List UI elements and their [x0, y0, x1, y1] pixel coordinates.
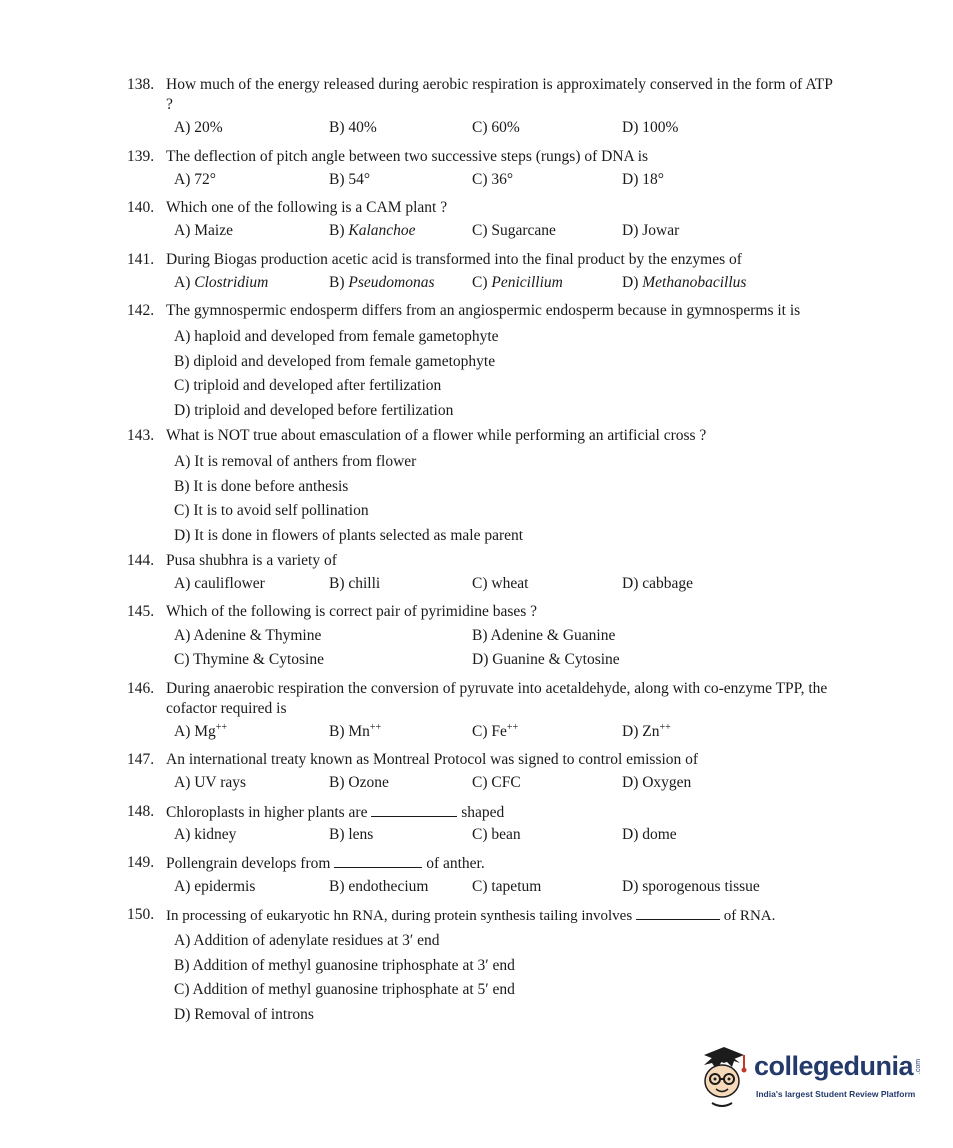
option-b: B) 40%: [329, 119, 377, 136]
option-d: D) dome: [622, 826, 677, 843]
option-a: A) cauliflower: [174, 575, 265, 592]
option-d: D) 100%: [622, 119, 679, 136]
option-a: A) 72°: [174, 171, 216, 188]
option-b: B) Adenine & Guanine: [472, 627, 616, 644]
option-c: C) Addition of methyl guanosine triphosphate at 5′ end: [174, 981, 515, 998]
option-a: A) It is removal of anthers from flower: [174, 453, 417, 470]
option-d: D) Oxygen: [622, 774, 692, 791]
options-139: [174, 171, 854, 191]
option-text: B) Mn: [329, 723, 370, 740]
options-143: [174, 450, 523, 549]
option-value: Penicillium: [491, 274, 563, 291]
charge: ++: [215, 722, 228, 733]
question-149: [127, 853, 837, 874]
option-b: B) 54°: [329, 171, 371, 188]
option-b: B) It is done before anthesis: [174, 477, 349, 495]
mascot-icon: [694, 1043, 754, 1111]
option-c: C) Thymine & Cytosine: [174, 651, 324, 668]
options-148: [174, 826, 854, 846]
question-text: Which of the following is correct pair of pyrimidine bases ?: [166, 603, 538, 620]
option-c: C) wheat: [472, 575, 529, 592]
charge: ++: [659, 722, 671, 733]
fill-blank: [636, 905, 720, 920]
options-145-row2: [174, 651, 854, 671]
options-147: [174, 774, 854, 794]
option-a: A) Adenine & Thymine: [174, 627, 322, 644]
question-138: [127, 75, 837, 115]
options-138: [174, 119, 854, 139]
charge: ++: [506, 722, 519, 733]
logo-suffix: .com: [915, 1058, 923, 1075]
fill-blank: [371, 802, 457, 817]
question-143: [127, 426, 837, 446]
options-149: [174, 878, 854, 898]
question-text-after: shaped: [461, 804, 505, 821]
question-144: [127, 551, 837, 571]
logo-wordmark: collegedunia: [754, 1051, 914, 1081]
options-150: [174, 929, 515, 1027]
option-a: A) kidney: [174, 826, 237, 843]
question-text: During Biogas production acetic acid is transformed into the final product by the enzymes of: [166, 251, 742, 268]
options-142: [174, 325, 499, 424]
option-d: [622, 274, 746, 292]
option-b: [329, 274, 434, 292]
option-b: B) chilli: [329, 575, 381, 592]
question-number: 138.: [127, 76, 155, 93]
option-a: A) 20%: [174, 119, 223, 136]
option-a: A) epidermis: [174, 878, 256, 895]
option-b: B) diploid and developed from female gametophyte: [174, 352, 496, 370]
options-145-row1: [174, 627, 854, 647]
question-number: 147.: [127, 751, 155, 768]
question-147: [127, 750, 837, 770]
option-d: D) It is done in flowers of plants selected as male parent: [174, 527, 524, 545]
question-150: [127, 905, 847, 926]
question-number: 148.: [127, 803, 155, 820]
option-label: C): [472, 274, 488, 291]
question-text: Which one of the following is a CAM plant ?: [166, 199, 448, 216]
option-a: A) Maize: [174, 222, 233, 239]
question-142: [127, 301, 837, 321]
question-number: 145.: [127, 603, 155, 620]
question-number: 143.: [127, 427, 155, 444]
question-text-before: Pollengrain develops from: [166, 855, 331, 872]
options-146: [174, 723, 854, 743]
question-number: 142.: [127, 302, 155, 319]
question-number: 149.: [127, 854, 155, 871]
option-c: C) bean: [472, 826, 521, 843]
option-value: Methanobacillus: [642, 274, 747, 291]
option-b: [329, 222, 416, 240]
options-140: [174, 222, 854, 242]
option-text: C) Fe: [472, 723, 507, 740]
question-number: 150.: [127, 906, 155, 923]
option-b: [329, 723, 381, 741]
option-c: [472, 274, 563, 292]
option-d: D) Removal of introns: [174, 1005, 314, 1023]
question-number: 140.: [127, 199, 155, 216]
option-label: B): [329, 222, 345, 239]
options-141: [174, 274, 854, 294]
option-value: Pseudomonas: [348, 274, 435, 291]
option-c: C) triploid and developed after fertilization: [174, 377, 442, 395]
option-label: B): [329, 274, 345, 291]
question-146: [127, 679, 837, 719]
option-c: C) It is to avoid self pollination: [174, 502, 369, 520]
option-c: C) 60%: [472, 119, 520, 136]
option-a: A) haploid and developed from female gametophyte: [174, 328, 499, 345]
option-d: D) Guanine & Cytosine: [472, 651, 620, 668]
question-148: [127, 802, 837, 823]
question-number: 139.: [127, 148, 155, 165]
question-text: [166, 802, 837, 823]
option-a: [174, 723, 227, 741]
question-140: [127, 198, 837, 218]
option-d: D) cabbage: [622, 575, 693, 592]
option-c: C) 36°: [472, 171, 514, 188]
option-d: [622, 723, 671, 741]
option-b: B) Ozone: [329, 774, 389, 791]
option-d: D) sporogenous tissue: [622, 878, 760, 895]
option-a: A) Addition of adenylate residues at 3′ end: [174, 932, 440, 949]
question-text-before: In processing of eukaryotic hn RNA, during protein synthesis tailing involves: [166, 908, 633, 924]
question-number: 146.: [127, 680, 155, 697]
question-text-after: of RNA.: [723, 908, 776, 924]
question-text-before: Chloroplasts in higher plants are: [166, 804, 368, 821]
question-text: How much of the energy released during aerobic respiration is approximately conserved in the form of ATP ?: [166, 76, 833, 113]
fill-blank: [334, 853, 422, 868]
question-text: [166, 853, 837, 874]
question-text: During anaerobic respiration the conversion of pyruvate into acetaldehyde, along with co-enzyme TPP, the cofactor required is: [166, 680, 828, 717]
option-b: B) Addition of methyl guanosine triphosphate at 3′ end: [174, 956, 515, 974]
option-a: [174, 274, 268, 292]
option-b: B) lens: [329, 826, 374, 843]
option-value: Clostridium: [194, 274, 269, 291]
option-d: D) 18°: [622, 171, 664, 188]
option-b: B) endothecium: [329, 878, 429, 895]
question-145: [127, 602, 837, 622]
option-c: [472, 723, 518, 741]
question-number: 144.: [127, 552, 155, 569]
option-c: C) Sugarcane: [472, 222, 556, 239]
option-d: D) triploid and developed before fertilization: [174, 402, 454, 420]
collegedunia-logo: [694, 1043, 924, 1113]
option-c: C) CFC: [472, 774, 521, 791]
question-141: [127, 250, 837, 270]
option-value: Kalanchoe: [348, 222, 416, 239]
question-number: 141.: [127, 251, 155, 268]
option-label: D): [622, 274, 639, 291]
option-c: C) tapetum: [472, 878, 542, 895]
question-text: An international treaty known as Montreal Protocol was signed to control emission of: [166, 751, 699, 768]
question-text: The deflection of pitch angle between two successive steps (rungs) of DNA is: [166, 148, 649, 165]
question-text-after: of anther.: [426, 855, 485, 872]
option-d: D) Jowar: [622, 222, 680, 239]
option-a: A) UV rays: [174, 774, 247, 791]
question-text: [166, 905, 847, 926]
charge: ++: [369, 722, 382, 733]
question-text: What is NOT true about emasculation of a flower while performing an artificial cross ?: [166, 427, 707, 444]
option-label: A): [174, 274, 191, 291]
question-text: Pusa shubhra is a variety of: [166, 552, 337, 569]
question-139: [127, 147, 837, 167]
option-text: A) Mg: [174, 723, 216, 740]
question-text: The gymnospermic endosperm differs from an angiospermic endosperm because in gymnosperms it is: [166, 302, 801, 319]
logo-tagline: India's largest Student Review Platform: [756, 1089, 916, 1099]
option-text: D) Zn: [622, 723, 660, 740]
options-144: [174, 575, 854, 595]
